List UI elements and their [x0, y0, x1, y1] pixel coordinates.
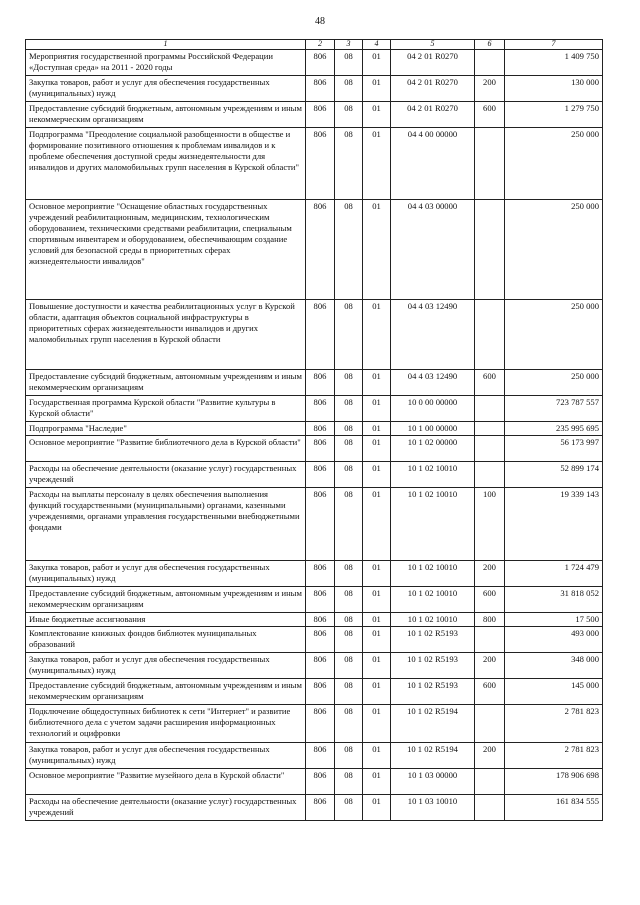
target-article-code: 10 1 02 10010: [391, 587, 475, 613]
section-code: 08: [335, 462, 363, 488]
section-code: 08: [335, 769, 363, 795]
ministry-code: 806: [306, 370, 335, 396]
column-number-row: [26, 40, 603, 50]
amount: 19 339 143: [505, 488, 603, 561]
subsection-code: 01: [363, 102, 391, 128]
column-number: 1: [26, 40, 306, 50]
expense-type-code: 200: [475, 561, 505, 587]
subsection-code: 01: [363, 76, 391, 102]
section-code: 08: [335, 743, 363, 769]
target-article-code: 10 1 02 R5194: [391, 705, 475, 743]
row-name: Расходы на обеспечение деятельности (оказание услуг) государственных учреждений: [26, 795, 306, 821]
target-article-code: 10 1 02 R5193: [391, 627, 475, 653]
target-article-code: 10 0 00 00000: [391, 396, 475, 422]
table-row: [26, 679, 603, 705]
target-article-code: 10 1 02 R5193: [391, 679, 475, 705]
expense-type-code: [475, 422, 505, 436]
amount: 178 906 698: [505, 769, 603, 795]
ministry-code: 806: [306, 200, 335, 300]
section-code: 08: [335, 76, 363, 102]
section-code: 08: [335, 795, 363, 821]
row-name: Подключение общедоступных библиотек к сети "Интернет" и развитие библиотечного дела с учетом задачи расширения информационных технологий и оцифровки: [26, 705, 306, 743]
subsection-code: 01: [363, 422, 391, 436]
target-article-code: 04 2 01 R0270: [391, 76, 475, 102]
amount: 2 781 823: [505, 705, 603, 743]
row-name: Предоставление субсидий бюджетным, автономным учреждениям и иным некоммерческим организациям: [26, 587, 306, 613]
column-number: 2: [306, 40, 335, 50]
section-code: 08: [335, 653, 363, 679]
expense-type-code: [475, 396, 505, 422]
column-number: 6: [475, 40, 505, 50]
section-code: 08: [335, 50, 363, 76]
amount: 17 500: [505, 613, 603, 627]
row-name: Предоставление субсидий бюджетным, автономным учреждениям и иным некоммерческим организациям: [26, 370, 306, 396]
subsection-code: 01: [363, 370, 391, 396]
ministry-code: 806: [306, 679, 335, 705]
expense-type-code: [475, 462, 505, 488]
ministry-code: 806: [306, 300, 335, 370]
amount: 130 000: [505, 76, 603, 102]
target-article-code: 10 1 02 10010: [391, 561, 475, 587]
ministry-code: 806: [306, 128, 335, 200]
section-code: 08: [335, 613, 363, 627]
subsection-code: 01: [363, 795, 391, 821]
row-name: Основное мероприятие "Развитие библиотечного дела в Курской области": [26, 436, 306, 462]
subsection-code: 01: [363, 587, 391, 613]
row-name: Закупка товаров, работ и услуг для обеспечения государственных (муниципальных) нужд: [26, 653, 306, 679]
column-number: 7: [505, 40, 603, 50]
expense-type-code: [475, 200, 505, 300]
ministry-code: 806: [306, 436, 335, 462]
table-row: [26, 653, 603, 679]
expense-type-code: [475, 705, 505, 743]
ministry-code: 806: [306, 705, 335, 743]
table-row: [26, 50, 603, 76]
ministry-code: 806: [306, 396, 335, 422]
target-article-code: 10 1 03 00000: [391, 769, 475, 795]
section-code: 08: [335, 396, 363, 422]
ministry-code: 806: [306, 743, 335, 769]
table-row: [26, 436, 603, 462]
subsection-code: 01: [363, 200, 391, 300]
amount: 348 000: [505, 653, 603, 679]
amount: 1 279 750: [505, 102, 603, 128]
ministry-code: 806: [306, 795, 335, 821]
row-name: Подпрограмма "Наследие": [26, 422, 306, 436]
ministry-code: 806: [306, 462, 335, 488]
amount: 250 000: [505, 300, 603, 370]
target-article-code: 10 1 03 10010: [391, 795, 475, 821]
budget-table: [25, 39, 603, 821]
amount: 250 000: [505, 370, 603, 396]
expense-type-code: 600: [475, 102, 505, 128]
amount: 145 000: [505, 679, 603, 705]
table-row: [26, 462, 603, 488]
row-name: Повышение доступности и качества реабилитационных услуг в Курской области, адаптация объектов социальной инфраструктуры в приоритетных сферах жизнедеятельности инвалидов и других маломобильных групп населения в Курской области: [26, 300, 306, 370]
target-article-code: 10 1 02 10010: [391, 613, 475, 627]
table-row: [26, 769, 603, 795]
expense-type-code: 200: [475, 76, 505, 102]
page-number: 48: [315, 16, 325, 27]
expense-type-code: [475, 769, 505, 795]
table-row: [26, 561, 603, 587]
ministry-code: 806: [306, 653, 335, 679]
expense-type-code: [475, 128, 505, 200]
subsection-code: 01: [363, 743, 391, 769]
subsection-code: 01: [363, 50, 391, 76]
expense-type-code: [475, 627, 505, 653]
subsection-code: 01: [363, 561, 391, 587]
amount: 1 409 750: [505, 50, 603, 76]
section-code: 08: [335, 200, 363, 300]
row-name: Предоставление субсидий бюджетным, автономным учреждениям и иным некоммерческим организациям: [26, 679, 306, 705]
target-article-code: 10 1 02 R5194: [391, 743, 475, 769]
target-article-code: 04 4 03 12490: [391, 300, 475, 370]
amount: 723 787 557: [505, 396, 603, 422]
expense-type-code: 200: [475, 743, 505, 769]
subsection-code: 01: [363, 436, 391, 462]
ministry-code: 806: [306, 561, 335, 587]
expense-type-code: 200: [475, 653, 505, 679]
subsection-code: 01: [363, 300, 391, 370]
target-article-code: 04 4 00 00000: [391, 128, 475, 200]
amount: 250 000: [505, 128, 603, 200]
expense-type-code: [475, 795, 505, 821]
table-row: [26, 102, 603, 128]
ministry-code: 806: [306, 627, 335, 653]
row-name: Основное мероприятие "Оснащение областных государственных учреждений реабилитационным, медицинским, технологическим оборудованием, техническими средствами реабилитации, специальным спортивным инвентарем и оборудованием, обеспечивающим создание условий для безопасной среды в приоритетных сферах жизнедеятельности инвалидов": [26, 200, 306, 300]
row-name: Закупка товаров, работ и услуг для обеспечения государственных (муниципальных) нужд: [26, 743, 306, 769]
section-code: 08: [335, 102, 363, 128]
expense-type-code: 800: [475, 613, 505, 627]
ministry-code: 806: [306, 613, 335, 627]
subsection-code: 01: [363, 705, 391, 743]
table-row: [26, 422, 603, 436]
table-row: [26, 76, 603, 102]
row-name: Расходы на обеспечение деятельности (оказание услуг) государственных учреждений: [26, 462, 306, 488]
row-name: Иные бюджетные ассигнования: [26, 613, 306, 627]
expense-type-code: 600: [475, 587, 505, 613]
section-code: 08: [335, 561, 363, 587]
section-code: 08: [335, 370, 363, 396]
ministry-code: 806: [306, 587, 335, 613]
column-number: 5: [391, 40, 475, 50]
amount: 31 818 052: [505, 587, 603, 613]
target-article-code: 04 4 03 12490: [391, 370, 475, 396]
expense-type-code: 600: [475, 679, 505, 705]
target-article-code: 10 1 02 00000: [391, 436, 475, 462]
table-row: [26, 300, 603, 370]
amount: 493 000: [505, 627, 603, 653]
row-name: Расходы на выплаты персоналу в целях обеспечения выполнения функций государственными (муниципальными) органами, казенными учреждениями, органами управления государственными внебюджетными фондами: [26, 488, 306, 561]
amount: 235 995 695: [505, 422, 603, 436]
ministry-code: 806: [306, 422, 335, 436]
section-code: 08: [335, 422, 363, 436]
section-code: 08: [335, 627, 363, 653]
table-row: [26, 627, 603, 653]
section-code: 08: [335, 488, 363, 561]
amount: 250 000: [505, 200, 603, 300]
row-name: Комплектование книжных фондов библиотек муниципальных образований: [26, 627, 306, 653]
row-name: Государственная программа Курской области "Развитие культуры в Курской области": [26, 396, 306, 422]
ministry-code: 806: [306, 488, 335, 561]
ministry-code: 806: [306, 769, 335, 795]
column-number: 4: [363, 40, 391, 50]
section-code: 08: [335, 128, 363, 200]
section-code: 08: [335, 300, 363, 370]
expense-type-code: [475, 436, 505, 462]
target-article-code: 10 1 02 R5193: [391, 653, 475, 679]
amount: 56 173 997: [505, 436, 603, 462]
subsection-code: 01: [363, 769, 391, 795]
table-row: [26, 705, 603, 743]
amount: 1 724 479: [505, 561, 603, 587]
subsection-code: 01: [363, 627, 391, 653]
subsection-code: 01: [363, 462, 391, 488]
target-article-code: 04 2 01 R0270: [391, 102, 475, 128]
table-row: [26, 587, 603, 613]
table-row: [26, 795, 603, 821]
expense-type-code: 600: [475, 370, 505, 396]
table-row: [26, 613, 603, 627]
row-name: Предоставление субсидий бюджетным, автономным учреждениям и иным некоммерческим организациям: [26, 102, 306, 128]
section-code: 08: [335, 587, 363, 613]
row-name: Мероприятия государственной программы Российской Федерации «Доступная среда» на 2011 - 2020 годы: [26, 50, 306, 76]
ministry-code: 806: [306, 76, 335, 102]
target-article-code: 10 1 00 00000: [391, 422, 475, 436]
expense-type-code: [475, 50, 505, 76]
subsection-code: 01: [363, 396, 391, 422]
target-article-code: 10 1 02 10010: [391, 488, 475, 561]
ministry-code: 806: [306, 102, 335, 128]
section-code: 08: [335, 679, 363, 705]
table-row: [26, 128, 603, 200]
table-row: [26, 743, 603, 769]
table-row: [26, 396, 603, 422]
target-article-code: 10 1 02 10010: [391, 462, 475, 488]
target-article-code: 04 2 01 R0270: [391, 50, 475, 76]
row-name: Закупка товаров, работ и услуг для обеспечения государственных (муниципальных) нужд: [26, 561, 306, 587]
amount: 52 899 174: [505, 462, 603, 488]
amount: 2 781 823: [505, 743, 603, 769]
table-row: [26, 200, 603, 300]
row-name: Закупка товаров, работ и услуг для обеспечения государственных (муниципальных) нужд: [26, 76, 306, 102]
subsection-code: 01: [363, 128, 391, 200]
row-name: Подпрограмма "Преодоление социальной разобщенности в обществе и формирование позитивного отношения к проблемам инвалидов и к проблеме обеспечения доступной среды жизнедеятельности для инвалидов и других маломобильных групп населения в Курской области": [26, 128, 306, 200]
subsection-code: 01: [363, 613, 391, 627]
ministry-code: 806: [306, 50, 335, 76]
section-code: 08: [335, 705, 363, 743]
subsection-code: 01: [363, 679, 391, 705]
row-name: Основное мероприятие "Развитие музейного дела в Курской области": [26, 769, 306, 795]
table-row: [26, 488, 603, 561]
section-code: 08: [335, 436, 363, 462]
amount: 161 834 555: [505, 795, 603, 821]
target-article-code: 04 4 03 00000: [391, 200, 475, 300]
subsection-code: 01: [363, 488, 391, 561]
subsection-code: 01: [363, 653, 391, 679]
expense-type-code: 100: [475, 488, 505, 561]
table-row: [26, 370, 603, 396]
expense-type-code: [475, 300, 505, 370]
column-number: 3: [335, 40, 363, 50]
